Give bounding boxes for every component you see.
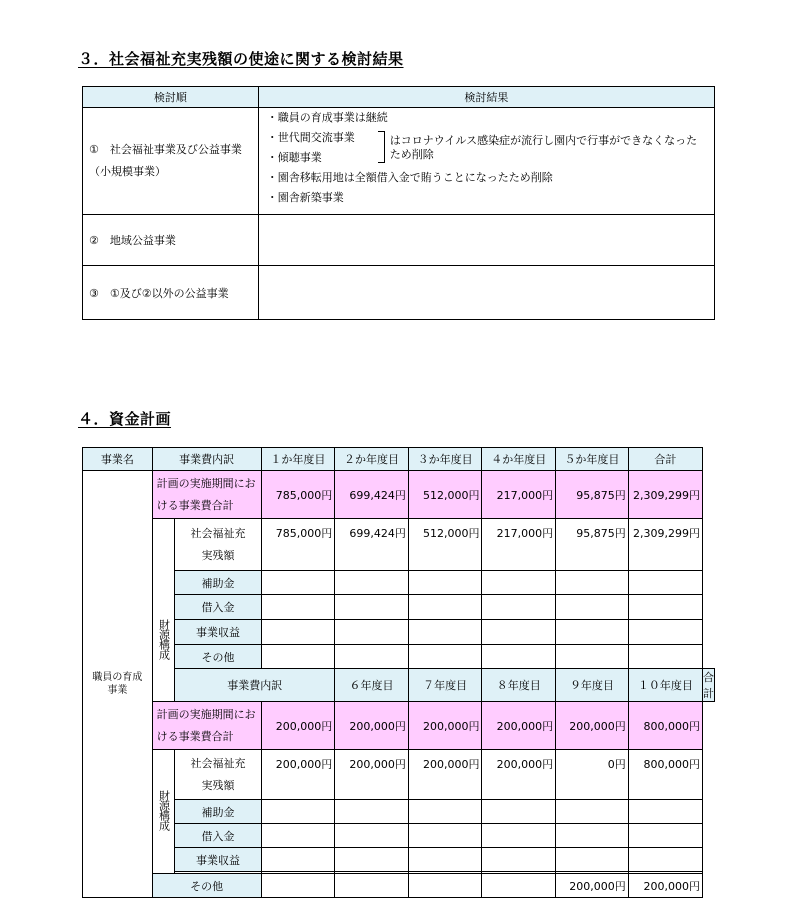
year-header-a-5: ５か年度目 bbox=[556, 448, 629, 471]
year-header-a-1: １か年度目 bbox=[261, 448, 335, 471]
total-b-y8: 200,000円 bbox=[408, 702, 482, 750]
review-row-2-result bbox=[258, 215, 714, 266]
surplus-a-sum: 2,309,299円 bbox=[628, 519, 702, 571]
year-header-a-total: 合計 bbox=[628, 448, 702, 471]
project-name-cell: 職員の育成事業 bbox=[83, 471, 153, 898]
review-results-table bbox=[82, 86, 715, 320]
year-header-b-5: １０年度目 bbox=[628, 669, 702, 702]
year-header-b-2: ７年度目 bbox=[408, 669, 482, 702]
year-header-b-4: ９年度目 bbox=[556, 669, 629, 702]
section4-title: ４．資金計画 bbox=[78, 410, 172, 428]
total-a-y1: 785,000円 bbox=[261, 471, 335, 519]
surplus-b-sum: 800,000円 bbox=[628, 750, 702, 800]
funding-label-b bbox=[152, 750, 175, 874]
surplus-b-y7: 200,000円 bbox=[335, 750, 409, 800]
review-row-2-label: ② 地域公益事業 bbox=[83, 215, 259, 266]
other-label-a: その他 bbox=[175, 645, 261, 669]
breakdown-header-b: 事業費内訳 bbox=[175, 669, 335, 702]
total-b-y9: 200,000円 bbox=[482, 702, 556, 750]
review-row-3-label: ③ ①及び②以外の公益事業 bbox=[83, 266, 259, 320]
surplus-a-y3: 512,000円 bbox=[408, 519, 482, 571]
total-b-y7: 200,000円 bbox=[335, 702, 409, 750]
revenue-label-b: 事業収益 bbox=[175, 848, 261, 872]
col-result-header: 検討結果 bbox=[258, 87, 714, 108]
surplus-label-b: 社会福祉充実残額 bbox=[175, 750, 261, 800]
year-header-b-3: ８年度目 bbox=[482, 669, 556, 702]
result-note: はコロナウイルス感染症が流行し園内で行事ができなくなったため削除 bbox=[389, 134, 698, 161]
total-b-y10: 200,000円 bbox=[556, 702, 629, 750]
result-line-2: ・世代間交流事業 bbox=[266, 131, 355, 144]
total-label-a: 計画の実施期間における事業費合計 bbox=[152, 471, 261, 519]
bracket-mark bbox=[378, 131, 385, 163]
funding-label-b-text: 財源構成 bbox=[157, 790, 171, 830]
col-order-header: 検討順 bbox=[83, 87, 259, 108]
other-b-y7 bbox=[335, 874, 409, 898]
review-row-1-label: ① 社会福祉事業及び公益事業（小規模事業） bbox=[83, 108, 259, 215]
total-a-y2: 699,424円 bbox=[335, 471, 409, 519]
total-b-y6: 200,000円 bbox=[261, 702, 335, 750]
surplus-b-y10: 0円 bbox=[556, 750, 629, 800]
other-b-y8 bbox=[408, 874, 482, 898]
total-a-y3: 512,000円 bbox=[408, 471, 482, 519]
breakdown-header-a: 事業費内訳 bbox=[152, 448, 261, 471]
result-line-5: ・園舎新築事業 bbox=[266, 191, 344, 204]
subsidy-label-a: 補助金 bbox=[175, 571, 261, 595]
year-header-a-2: ２か年度目 bbox=[335, 448, 409, 471]
surplus-a-y1: 785,000円 bbox=[261, 519, 335, 571]
result-line-1: ・職員の育成事業は継続 bbox=[266, 111, 388, 124]
result-line-3: ・傾聴事業 bbox=[266, 151, 322, 164]
surplus-a-y4: 217,000円 bbox=[482, 519, 556, 571]
surplus-label-a: 社会福祉充実残額 bbox=[175, 519, 261, 571]
surplus-b-y6: 200,000円 bbox=[261, 750, 335, 800]
review-row-3-result bbox=[258, 266, 714, 320]
funding-label-a-text: 財源構成 bbox=[157, 618, 171, 659]
funding-plan-table bbox=[82, 447, 715, 898]
subsidy-label-b: 補助金 bbox=[175, 800, 261, 824]
total-a-sum: 2,309,299円 bbox=[628, 471, 702, 519]
result-group bbox=[259, 128, 714, 168]
other-b-y6 bbox=[261, 874, 335, 898]
other-b-y10: 200,000円 bbox=[556, 874, 629, 898]
surplus-b-y8: 200,000円 bbox=[408, 750, 482, 800]
total-label-b: 計画の実施期間における事業費合計 bbox=[152, 702, 261, 750]
revenue-label-a: 事業収益 bbox=[175, 620, 261, 645]
review-row-1-result bbox=[258, 108, 714, 215]
total-a-y4: 217,000円 bbox=[482, 471, 556, 519]
other-label-b: その他 bbox=[152, 874, 261, 898]
year-header-a-3: ３か年度目 bbox=[408, 448, 482, 471]
section3-title: ３．社会福祉充実残額の使途に関する検討結果 bbox=[78, 50, 404, 68]
loan-label-a: 借入金 bbox=[175, 595, 261, 620]
project-name-header: 事業名 bbox=[83, 448, 153, 471]
result-line-4: ・園舎移転用地は全額借入金で賄うことになったため削除 bbox=[266, 171, 553, 184]
surplus-b-y9: 200,000円 bbox=[482, 750, 556, 800]
other-b-y9 bbox=[482, 874, 556, 898]
year-header-a-4: ４か年度目 bbox=[482, 448, 556, 471]
funding-label-a bbox=[152, 519, 175, 702]
other-b-sum: 200,000円 bbox=[628, 874, 702, 898]
year-header-b-total: 合計 bbox=[703, 669, 715, 702]
surplus-a-y5: 95,875円 bbox=[556, 519, 629, 571]
surplus-a-y2: 699,424円 bbox=[335, 519, 409, 571]
loan-label-b: 借入金 bbox=[175, 824, 261, 848]
total-b-sum: 800,000円 bbox=[628, 702, 702, 750]
year-header-b-1: ６年度目 bbox=[335, 669, 409, 702]
total-a-y5: 95,875円 bbox=[556, 471, 629, 519]
